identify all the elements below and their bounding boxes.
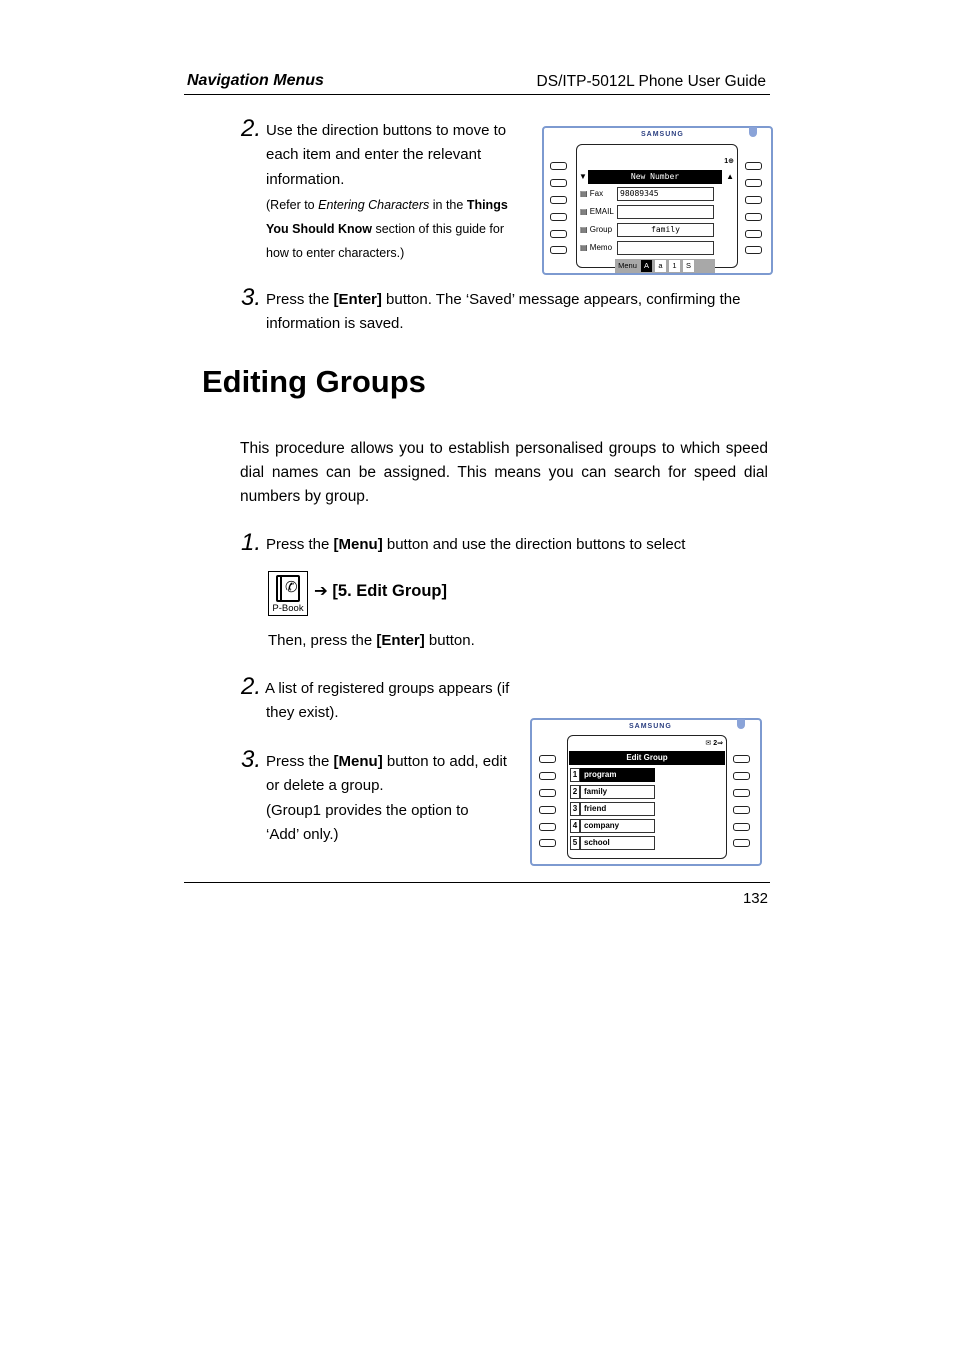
scroll-up-icon: ▲ xyxy=(726,172,734,181)
soft-key[interactable] xyxy=(733,772,750,780)
field-label-group: ▤ Group xyxy=(580,225,613,234)
field-label-fax: ▤ Fax xyxy=(580,189,604,198)
group-item-school[interactable]: school xyxy=(580,836,655,850)
soft-key[interactable] xyxy=(539,823,556,831)
input-mode-bar xyxy=(615,259,715,273)
led-indicator xyxy=(737,719,745,729)
soft-key[interactable] xyxy=(550,213,567,221)
section-title: Editing Groups xyxy=(202,364,426,399)
guide-title: DS/ITP-5012L Phone User Guide xyxy=(536,73,766,90)
soft-key[interactable] xyxy=(539,755,556,763)
group-icon: ▤ xyxy=(580,225,588,234)
soft-key[interactable] xyxy=(550,179,567,187)
step-text: A list of registered groups appears (if they exist). xyxy=(265,680,510,722)
soft-key[interactable] xyxy=(550,196,567,204)
step-number: 2. xyxy=(241,673,262,700)
soft-key[interactable] xyxy=(539,806,556,814)
soft-key[interactable] xyxy=(539,772,556,780)
menu-path: ➔ [5. Edit Group] xyxy=(314,582,447,600)
mode-symbol[interactable]: S xyxy=(683,260,694,272)
arrow-right-icon: ➔ xyxy=(314,582,328,600)
soft-key[interactable] xyxy=(745,162,762,170)
then-text: Then, press the [Enter] button. xyxy=(268,632,475,649)
field-label-email: ▤ EMAIL xyxy=(580,207,614,216)
soft-key[interactable] xyxy=(539,789,556,797)
status-indicator: ✉ 2⇒ xyxy=(705,740,723,747)
soft-key[interactable] xyxy=(745,196,762,204)
section-header: Navigation Menus xyxy=(187,72,324,89)
mode-lowercase[interactable]: a xyxy=(655,260,666,272)
step-text: Press the [Enter] button. The ‘Saved’ message appears, confirming the information is saved. xyxy=(266,291,741,333)
soft-key[interactable] xyxy=(733,789,750,797)
soft-key[interactable] xyxy=(745,213,762,221)
soft-key[interactable] xyxy=(733,839,750,847)
soft-key[interactable] xyxy=(539,839,556,847)
group-number: 5 xyxy=(570,836,580,850)
phone-screen-new-number xyxy=(542,126,773,275)
mode-uppercase[interactable]: A xyxy=(641,260,652,272)
group-field[interactable]: family xyxy=(617,223,714,237)
step-line: each item and enter the relevant xyxy=(266,146,482,164)
group-item-friend[interactable]: friend xyxy=(580,802,655,816)
led-indicator xyxy=(749,127,757,137)
soft-key[interactable] xyxy=(745,179,762,187)
menu-key[interactable]: Menu xyxy=(618,261,637,270)
soft-key[interactable] xyxy=(550,246,567,254)
memo-icon: ▤ xyxy=(580,243,588,252)
step-line: information. xyxy=(266,170,345,188)
screen-title: Edit Group xyxy=(569,751,725,765)
lcd-screen xyxy=(567,735,727,859)
group-number: 1 xyxy=(570,768,580,782)
soft-key[interactable] xyxy=(745,230,762,238)
soft-key[interactable] xyxy=(733,806,750,814)
header-rule xyxy=(184,94,770,95)
group-item-family[interactable]: family xyxy=(580,785,655,799)
step-text: Press the [Menu] button to add, edit or delete a group. (Group1 provides the option to ‘Add’ only.) xyxy=(266,753,507,843)
soft-key[interactable] xyxy=(733,755,750,763)
step-text: Press the [Menu] button and use the direction buttons to select xyxy=(266,536,686,553)
step-number: 1. xyxy=(241,529,262,556)
samsung-logo: SAMSUNG xyxy=(629,723,672,730)
soft-key[interactable] xyxy=(550,162,567,170)
samsung-logo: SAMSUNG xyxy=(641,131,684,138)
step-note: (Refer to Entering Characters in the Things You Should Know section of this guide for how to enter characters.) xyxy=(266,198,508,260)
scroll-down-icon: ▼ xyxy=(579,172,587,181)
fax-field[interactable]: 98089345 xyxy=(617,187,714,201)
step-line: Use the direction buttons to move to xyxy=(266,122,507,139)
mode-numeric[interactable]: 1 xyxy=(669,260,680,272)
page-number: 132 xyxy=(742,890,768,907)
status-indicator: 1⊕ xyxy=(724,158,734,165)
fax-icon: ▤ xyxy=(580,189,588,198)
handset-icon: ✆ xyxy=(285,579,298,596)
group-number: 2 xyxy=(570,785,580,799)
memo-field[interactable] xyxy=(617,241,714,255)
intro-paragraph: This procedure allows you to establish personalised groups to which speed dial names can be assigned. This means you can search for speed dial numbers by group. xyxy=(240,440,768,506)
book-icon xyxy=(276,575,300,602)
email-field[interactable] xyxy=(617,205,714,219)
field-label-memo: ▤ Memo xyxy=(580,243,613,252)
screen-title: New Number xyxy=(588,170,722,184)
email-icon: ▤ xyxy=(580,207,588,216)
group-number: 4 xyxy=(570,819,580,833)
step-number: 2. xyxy=(241,115,262,142)
soft-key[interactable] xyxy=(550,230,567,238)
soft-key[interactable] xyxy=(733,823,750,831)
pbook-label: P-Book xyxy=(272,603,304,614)
step-number: 3. xyxy=(241,746,262,773)
phonebook-icon xyxy=(268,571,308,616)
phone-screen-edit-group xyxy=(530,718,762,866)
soft-key[interactable] xyxy=(745,246,762,254)
group-item-program[interactable]: program xyxy=(580,768,655,782)
footer-rule xyxy=(184,882,770,883)
lcd-screen xyxy=(576,144,738,268)
step-text xyxy=(266,119,536,192)
group-number: 3 xyxy=(570,802,580,816)
group-item-company[interactable]: company xyxy=(580,819,655,833)
step-number: 3. xyxy=(241,284,262,311)
